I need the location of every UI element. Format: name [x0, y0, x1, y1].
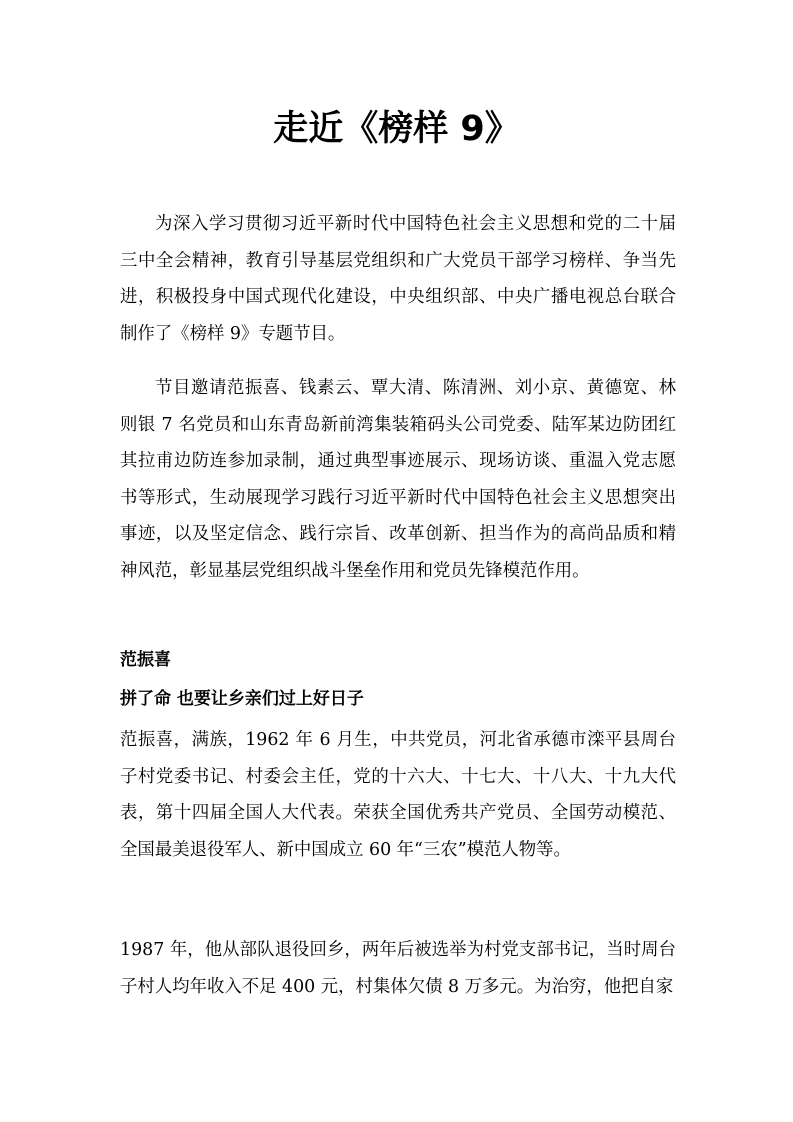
- section-subtitle-heading: 拼了命 也要让乡亲们过上好日子: [120, 689, 364, 709]
- bio-paragraph: 范振喜，满族，1962 年 6 月生，中共党员，河北省承德市滦平县周台子村党委书记、村委会主任，党的十六大、十七大、十八大、十九大代表，第十四届全国人大代表。荣获全国优秀共产党员、全国劳动模范、全国最美退役军人、新中国成立 60 年“三农”模范人物等。: [120, 730, 676, 860]
- intro-paragraph-1: 为深入学习贯彻习近平新时代中国特色社会主义思想和党的二十届三中全会精神，教育引导基层党组织和广大党员干部学习榜样、争当先进，积极投身中国式现代化建设，中央组织部、中央广播电视总台联合制作了《榜样 9》专题节目。: [120, 214, 676, 344]
- intro-paragraph-2: 节目邀请范振喜、钱素云、覃大清、陈清洲、刘小京、黄德宽、林则银 7 名党员和山东青岛新前湾集装箱码头公司党委、陆军某边防团红其拉甫边防连参加录制，通过典型事迹展示、现场访谈、重温入党志愿书等形式，生动展现学习践行习近平新时代中国特色社会主义思想突出事迹，以及坚定信念、践行宗旨、改革创新、担当作为的高尚品质和精神风范，彰显基层党组织战斗堡垒作用和党员先锋模范作用。: [120, 378, 676, 581]
- section-name-heading: 范振喜: [120, 650, 171, 670]
- story-paragraph: 1987 年，他从部队退役回乡，两年后被选举为村党支部书记，当时周台子村人均年收入不足 400 元，村集体欠债 8 万多元。为治穷，他把自家: [120, 940, 676, 997]
- document-title: 走近《榜样 9》: [273, 109, 520, 149]
